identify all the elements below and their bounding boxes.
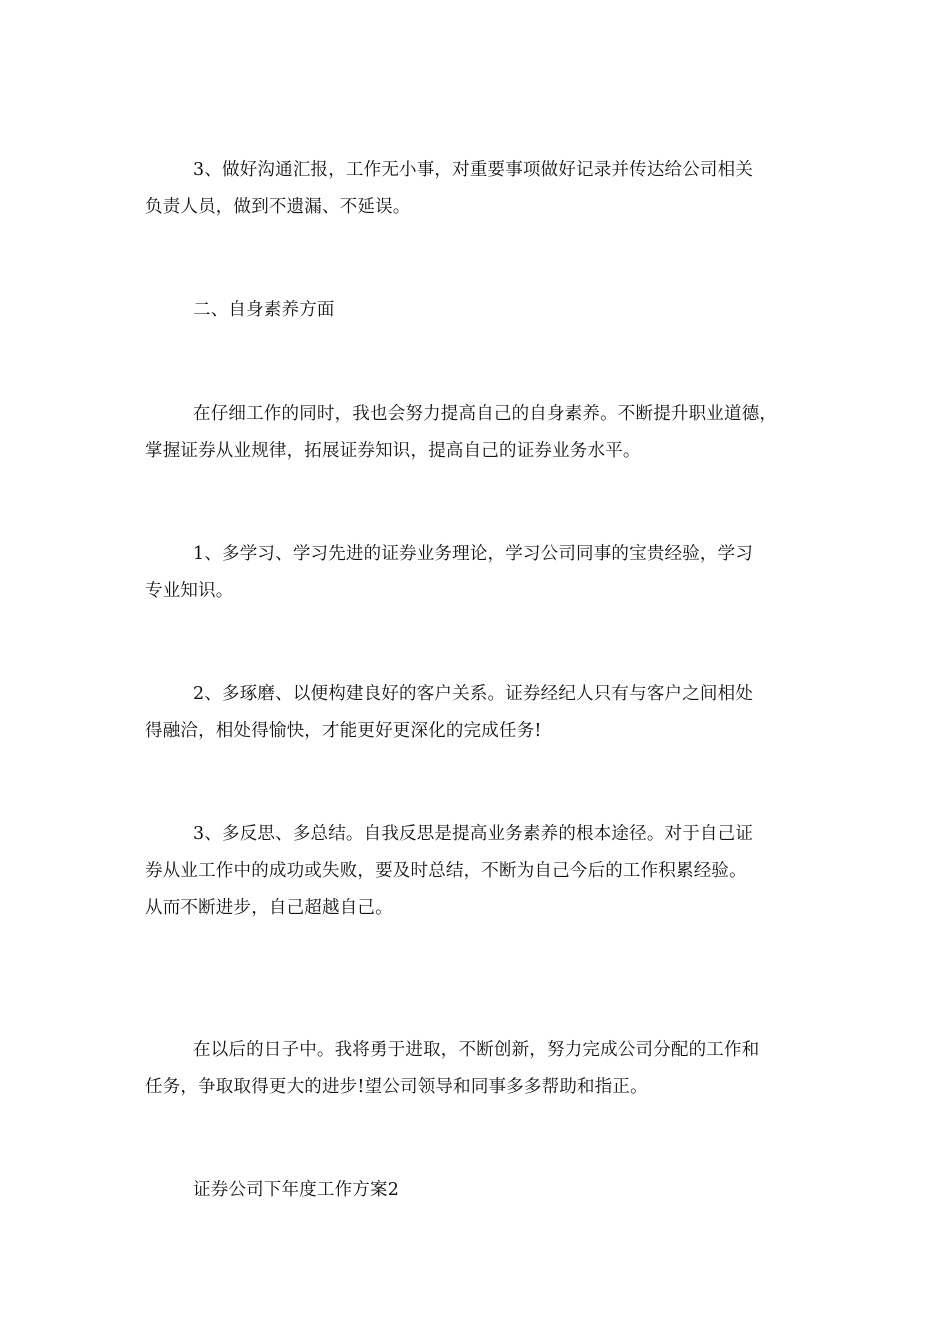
paragraph-item-study — [145, 536, 820, 610]
paragraph-line: 3、做好沟通汇报，工作无小事，对重要事项做好记录并传达给公司相关 — [193, 160, 754, 180]
section-heading: 二、自身素养方面 — [193, 300, 335, 320]
paragraph-line: 任务，争取取得更大的进步!望公司领导和同事多多帮助和指正。 — [145, 1077, 648, 1097]
paragraph-line: 1、多学习、学习先进的证券业务理论，学习公司同事的宝贵经验，学习 — [193, 544, 754, 564]
section-title-plan-2 — [145, 1172, 820, 1209]
paragraph-line: 专业知识。 — [145, 581, 234, 601]
paragraph-line: 负责人员，做到不遗漏、不延误。 — [145, 197, 411, 217]
paragraph-line: 券从业工作中的成功或失败，要及时总结，不断为自己今后的工作积累经验。 — [145, 861, 747, 881]
paragraph-line: 掌握证券从业规律，拓展证券知识，提高自己的证券业务水平。 — [145, 441, 641, 461]
section-heading-self-cultivation — [145, 292, 820, 329]
paragraph-line: 得融洽，相处得愉快，才能更好更深化的完成任务! — [145, 721, 542, 741]
paragraph-item-client-relations — [145, 676, 820, 750]
paragraph-closing — [145, 1032, 820, 1106]
paragraph-line: 在以后的日子中。我将勇于进取，不断创新，努力完成公司分配的工作和 — [193, 1040, 760, 1060]
paragraph-line: 2、多琢磨、以便构建良好的客户关系。证券经纪人只有与客户之间相处 — [193, 684, 754, 704]
paragraph-line: 在仔细工作的同时，我也会努力提高自己的自身素养。不断提升职业道德， — [193, 404, 778, 424]
paragraph-item-reflection — [145, 816, 820, 927]
section-title: 证券公司下年度工作方案2 — [193, 1180, 400, 1200]
paragraph-communication-report — [145, 152, 820, 226]
paragraph-self-improvement — [145, 396, 820, 470]
paragraph-line: 从而不断进步，自己超越自己。 — [145, 898, 393, 918]
paragraph-line: 3、多反思、多总结。自我反思是提高业务素养的根本途径。对于自己证 — [193, 824, 754, 844]
